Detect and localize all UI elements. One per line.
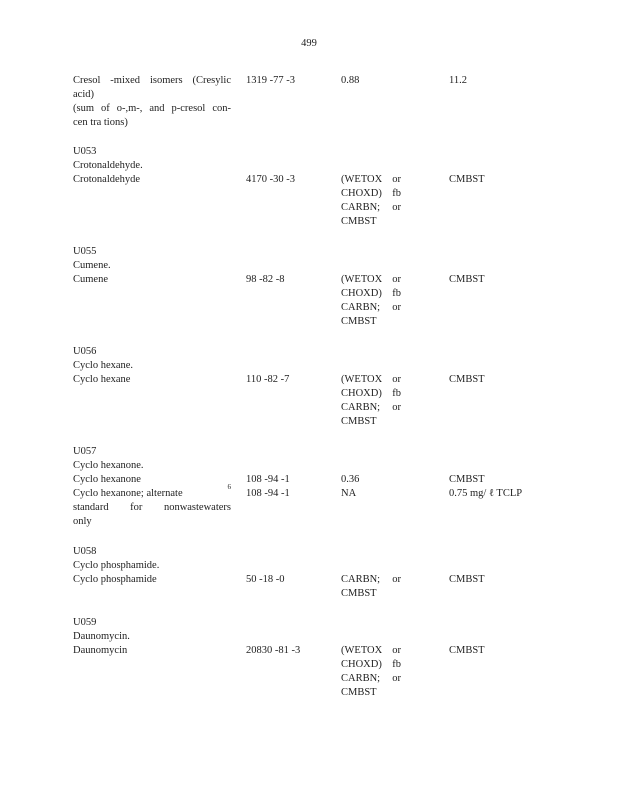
nonwastewater-standard: CMBST: [449, 574, 485, 585]
footnote-marker: 6: [227, 483, 231, 491]
chemical-name: Cumene: [73, 274, 108, 285]
waste-heading: Cyclo phosphamide.: [73, 560, 160, 571]
nonwastewater-standard: CMBST: [449, 645, 485, 656]
wastewater-standard: (WETOX or CHOXD) fb CARBN; or CMBST: [341, 645, 401, 698]
nonwastewater-standard: CMBST: [449, 474, 485, 485]
waste-heading: Daunomycin.: [73, 631, 130, 642]
chemical-name: Cyclo hexanone: [73, 474, 141, 485]
wastewater-standard: (WETOX or CHOXD) fb CARBN; or CMBST: [341, 374, 401, 427]
waste-code: U056: [73, 346, 97, 357]
cas-number: 4170 -30 -3: [246, 174, 295, 185]
waste-heading: Cyclo hexane.: [73, 360, 134, 371]
chemical-name: Daunomycin: [73, 645, 128, 656]
wastewater-standard: (WETOX or CHOXD) fb CARBN; or CMBST: [341, 274, 401, 327]
nonwastewater-standard: 0.75 mg/ ℓ TCLP: [449, 488, 523, 499]
nonwastewater-standard: CMBST: [449, 274, 485, 285]
wastewater-standard: NA: [341, 488, 357, 499]
cas-number: 98 -82 -8: [246, 274, 285, 285]
wastewater-standard: 0.88: [341, 75, 360, 86]
cas-number: 20830 -81 -3: [246, 645, 301, 656]
nonwastewater-standard: CMBST: [449, 174, 485, 185]
table-row: [0, 373, 618, 427]
cas-number: 50 -18 -0: [246, 574, 285, 585]
table-row: [0, 273, 618, 327]
waste-heading: Cumene.: [73, 260, 111, 271]
chemical-name: Cyclo hexane: [73, 374, 131, 385]
page-number: 499: [301, 38, 317, 49]
waste-code: U058: [73, 546, 97, 557]
table-row: [0, 473, 618, 487]
cas-number: 1319 -77 -3: [246, 75, 295, 86]
chemical-name: Crotonaldehyde: [73, 174, 141, 185]
nonwastewater-standard: CMBST: [449, 374, 485, 385]
waste-heading: Crotonaldehyde.: [73, 160, 143, 171]
table-row: [0, 483, 618, 527]
chemical-name: Cyclo phosphamide: [73, 574, 157, 585]
waste-code: U053: [73, 146, 97, 157]
waste-code: U055: [73, 246, 97, 257]
waste-heading: Cyclo hexanone.: [73, 460, 144, 471]
wastewater-standard: (WETOX or CHOXD) fb CARBN; or CMBST: [341, 174, 401, 227]
table-row: [0, 573, 618, 599]
table-row: [0, 173, 618, 227]
wastewater-standard: 0.36: [341, 474, 360, 485]
waste-code: U059: [73, 617, 97, 628]
cas-number: 110 -82 -7: [246, 374, 290, 385]
chemical-name: Cresol -mixed isomers (Cresylic acid) (sum of o-,m-, and p-cresol con- cen tra tions): [73, 75, 231, 128]
table-row: [0, 644, 618, 698]
chemical-name: Cyclo hexanone; alternate 6 standard for nonwastewaters only: [73, 483, 231, 527]
nonwastewater-standard: 11.2: [449, 75, 467, 86]
wastewater-standard: CARBN; or CMBST: [341, 574, 401, 599]
cas-number: 108 -94 -1: [246, 488, 290, 499]
waste-code: U057: [73, 446, 97, 457]
cas-number: 108 -94 -1: [246, 474, 290, 485]
